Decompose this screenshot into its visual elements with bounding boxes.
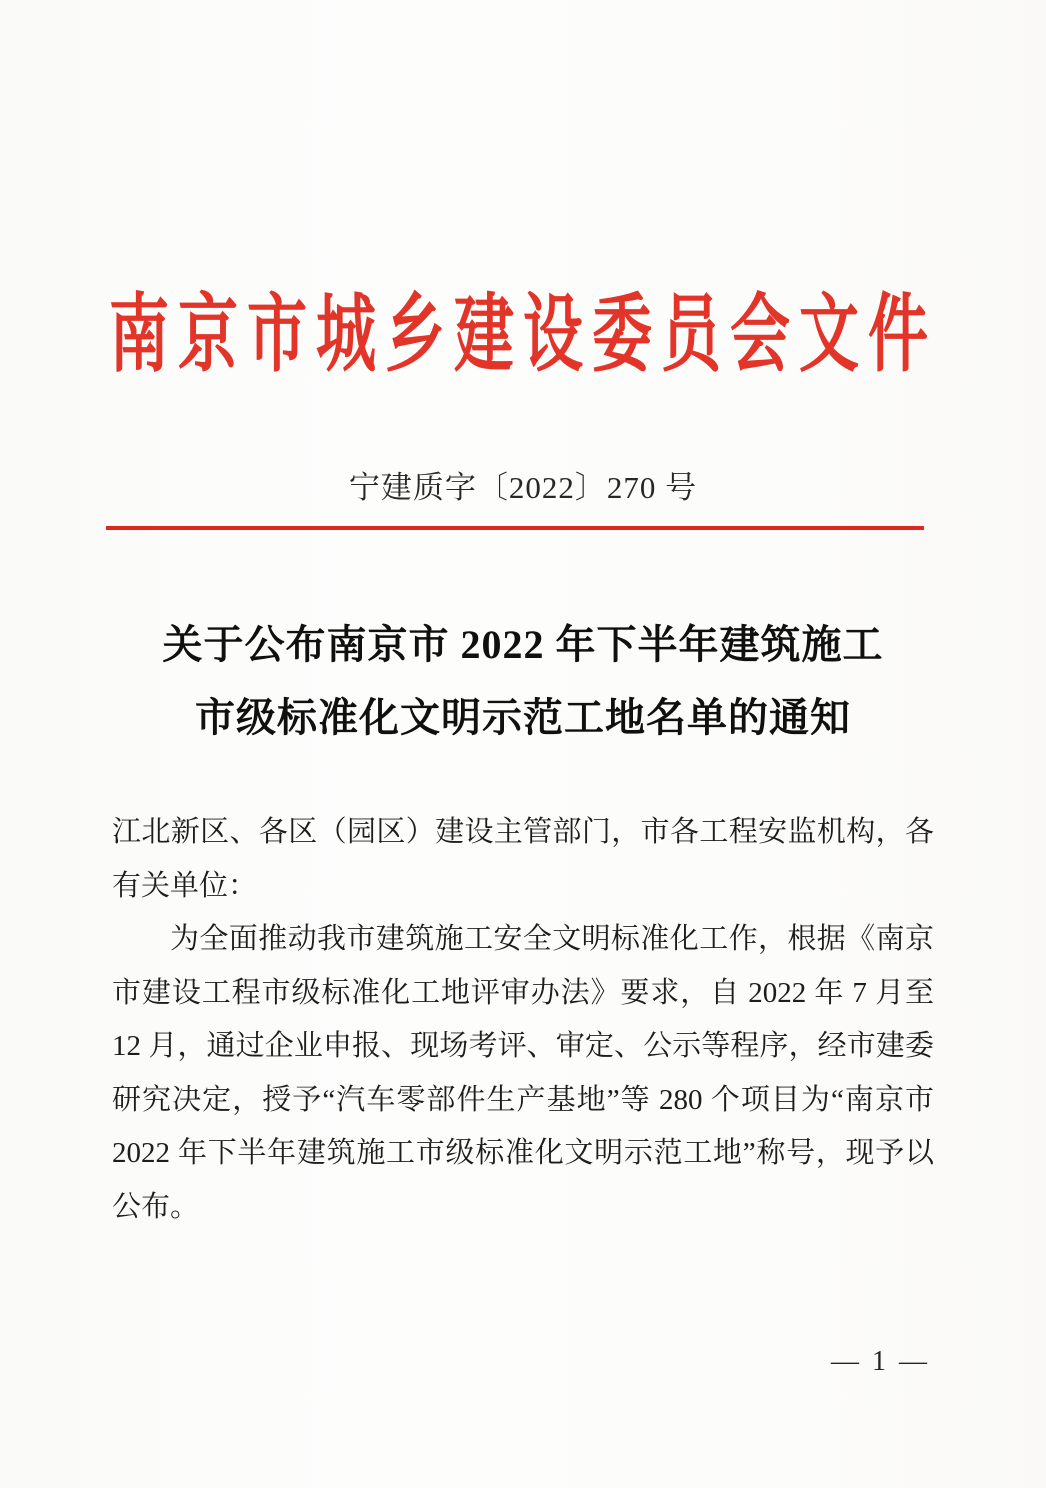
page-number: — 1 — [831, 1346, 930, 1377]
document-title [0, 608, 1046, 754]
salutation-paragraph [112, 806, 934, 913]
document-title-line-2: 市级标准化文明示范工地名单的通知 [195, 695, 851, 740]
document-body [112, 806, 934, 1234]
document-reference-number: 宁建质字〔2022〕270 号 [348, 470, 698, 505]
body-line: 2022 年下半年建筑施工市级标准化文明示范工地”称号，现予以 [112, 1137, 934, 1169]
body-line: 12 月，通过企业申报、现场考评、审定、公示等程序，经市建委 [112, 1030, 934, 1062]
body-line: 有关单位： [112, 869, 258, 902]
letterhead-org-title: 南京市城乡建设委员会文件 [109, 288, 937, 382]
body-line: 为全面推动我市建筑施工安全文明标准化工作，根据《南京 [170, 923, 934, 955]
document-title-line-1: 关于公布南京市 2022 年下半年建筑施工 [162, 622, 884, 667]
body-line: 研究决定，授予“汽车零部件生产基地”等 280 个项目为“南京市 [112, 1083, 934, 1116]
red-divider-line [106, 526, 924, 530]
body-line: 公布。 [112, 1190, 200, 1223]
body-line: 市建设工程市级标准化工地评审办法》要求，自 2022 年 7 月至 [112, 976, 934, 1009]
body-line: 江北新区、各区（园区）建设主管部门，市各工程安监机构，各 [112, 816, 934, 848]
main-paragraph [112, 913, 934, 1234]
